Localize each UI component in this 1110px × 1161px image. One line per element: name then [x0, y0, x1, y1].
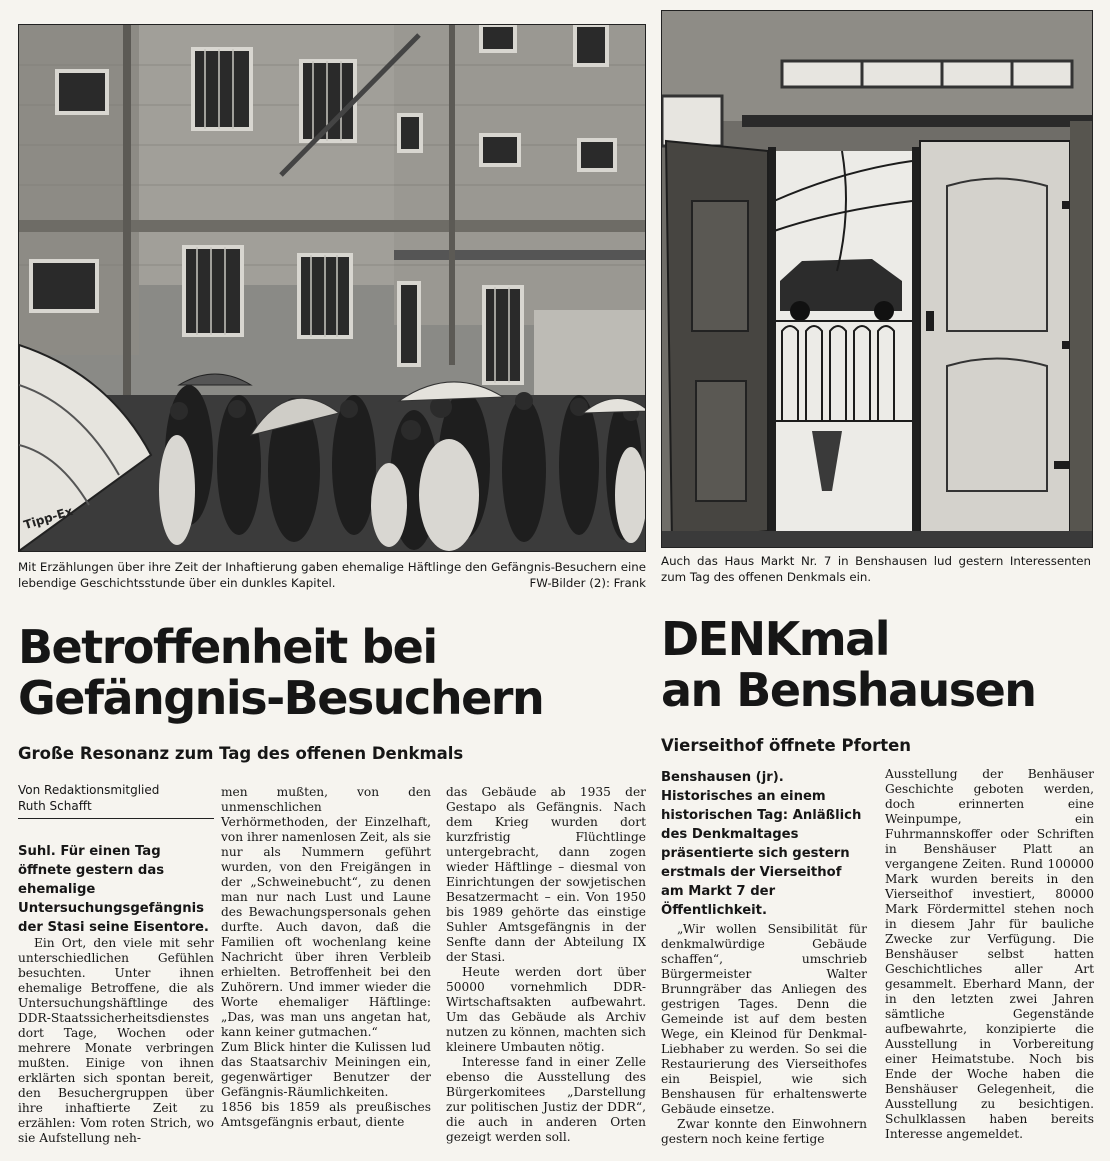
right-lead: Benshausen (jr). Historisches an einem historischen Tag: Anläßlich des Denkmaltages präsentierte sich gestern erstmals der Vierseithof am Markt 7 der Öffentlichkeit.: [661, 770, 862, 918]
prison-photo: [18, 24, 646, 552]
right-photo-caption: Auch das Haus Markt Nr. 7 in Benshausen lud gestern Interessenten zum Tag des offenen Denkmals ein.: [661, 554, 1091, 584]
byline-rule: [18, 818, 214, 819]
right-column-2: [885, 767, 1094, 1142]
byline: [18, 782, 159, 814]
caption-text: Mit Erzählungen über ihre Zeit der Inhaftierung gaben ehemalige Häftlinge den Gefängnis-Besuchern eine lebendige Geschichtsstunde über ein dunkles Kapitel.: [18, 560, 646, 590]
right-headline: [661, 614, 1036, 716]
photo-credit: FW-Bilder (2): Frank: [529, 576, 646, 590]
left-col2-paragraph-2: Zum Blick hinter die Kulissen lud das Staatsarchiv Meiningen ein, gegenwärtiger Benutzer der Gefängnis-Räumlichkeiten.: [221, 1040, 431, 1099]
right-column-1: [661, 922, 867, 1147]
left-col3-paragraph-2: Heute werden dort über 50000 vornehmlich DDR-Wirtschaftsakten aufbewahrt. Um das Gebäude als Archiv nutzen zu können, machten sich kleinere Umbauten nötig.: [446, 965, 646, 1054]
left-col3-paragraph-1: das Gebäude ab 1935 der Gestapo als Gefängnis. Nach dem Krieg wurden dort kurzfristig Flüchtlinge untergebracht, dann zogen wieder Häftlinge – diesmal von Einrichtungen der sowjetischen Besatzermacht – ein. Von 1950 bis 1989 gehörte das einstige Suhler Amtsgefängnis in der Senfte dann der Abteilung IX der Stasi.: [446, 785, 646, 964]
door-photo: [661, 10, 1093, 548]
left-col2-paragraph-3: 1856 bis 1859 als preußisches Amtsgefängnis erbaut, diente: [221, 1100, 431, 1129]
right-headline-line-1: DENKmal: [661, 612, 889, 666]
left-col3-paragraph-3: Interesse fand in einer Zelle ebenso die Ausstellung des Bürgerkomitees „Darstellung zur politischen Justiz der DDR“, die auch in anderen Orten gezeigt werden soll.: [446, 1055, 646, 1144]
left-lead: Suhl. Für einen Tag öffnete gestern das ehemalige Untersuchungsgefängnis der Stasi seine Eisentore.: [18, 844, 209, 935]
right-subhead: Vierseithof öffnete Pforten: [661, 736, 912, 755]
left-photo-caption: [18, 559, 646, 591]
left-headline: [18, 622, 543, 724]
left-col2-paragraph-1: men mußten, von den unmenschlichen Verhörmethoden, der Einzelhaft, von ihrer namenlosen Zeit, als sie nur als Nummern geführt wurden, von den Freigängen in der „Schweinebucht“, zu denen man nur nach Lust und Laune des Bewachungspersonals gehen durfte. Auch davon, daß die Familien oft wochenlang keine Nachricht über ihren Verbleib erhielten. Betroffenheit bei den Zuhörern. Und immer wieder die Worte ehemaliger Häftlinge: „Das, was man uns angetan hat, kann keiner gutmachen.“: [221, 785, 431, 1039]
right-col1-paragraph-2: Zwar konnte den Einwohnern gestern noch keine fertige: [661, 1117, 867, 1146]
left-col1-paragraph: Ein Ort, den viele mit sehr unterschiedlichen Gefühlen besuchten. Unter ihnen ehemalige Betroffene, die als Untersuchungshäftlinge des DDR-Staatssicherheitsdienstes dort Tage, Wochen oder mehrere Monate verbringen mußten. Einige von ihnen erklärten sich spontan bereit, den Besuchergruppen über ihre inhaftierte Zeit zu erzählen: Vom roten Strich, wo sie Aufstellung neh-: [18, 936, 214, 1145]
left-column-3: [446, 785, 646, 1145]
left-column-1: [18, 936, 214, 1146]
right-col1-paragraph-1: „Wir wollen Sensibilität für denkmalwürdige Gebäude schaffen“, umschrieb Bürgermeister Walter Brunngräber das Anliegen des gestrigen Tages. Denn die Gemeinde ist auf dem besten Wege, ein Kleinod für Denkmal-Liebhaber zu werden. So sei die Restaurierung des Vierseithofes ein Beispiel, wie sich Benshausen für erhaltenswerte Gebäude einsetze.: [661, 922, 867, 1116]
left-headline-line-2: Gefängnis-Besuchern: [18, 671, 544, 725]
byline-line-1: Von Redaktionsmitglied: [18, 783, 160, 797]
left-column-2: [221, 785, 431, 1130]
umbrella-label: Tipp-Ex: [22, 503, 75, 533]
left-headline-line-1: Betroffenheit bei: [18, 620, 437, 674]
right-col2-paragraph: Ausstellung der Benhäuser Geschichte geboten werden, doch erinnerten eine Weinpumpe, ein Fuhrmannskoffer oder Schriften in Benshäuser Platt an vergangene Zeiten. Rund 100000 Mark wurden bereits in den Vierseithof investiert, 80000 Mark Fördermittel stehen noch in diesem Jahr für bauliche Zwecke zur Verfügung. Die Benshäuser selbst hatten Geschichtliches aller Art gesammelt. Eberhard Mann, der in den letzten zwei Jahren sämtliche Gegenstände aufbewahrte, konzipierte die Ausstellung in Vorbereitung einer Heimatstube. Noch bis Ende der Woche haben die Benshäuser Gelegenheit, die Ausstellung zu besichtigen. Schulklassen haben bereits Interesse angemeldet.: [885, 767, 1094, 1141]
left-subhead: Große Resonanz zum Tag des offenen Denkmals: [18, 744, 464, 763]
byline-line-2: Ruth Schafft: [18, 799, 92, 813]
right-headline-line-2: an Benshausen: [661, 663, 1036, 717]
